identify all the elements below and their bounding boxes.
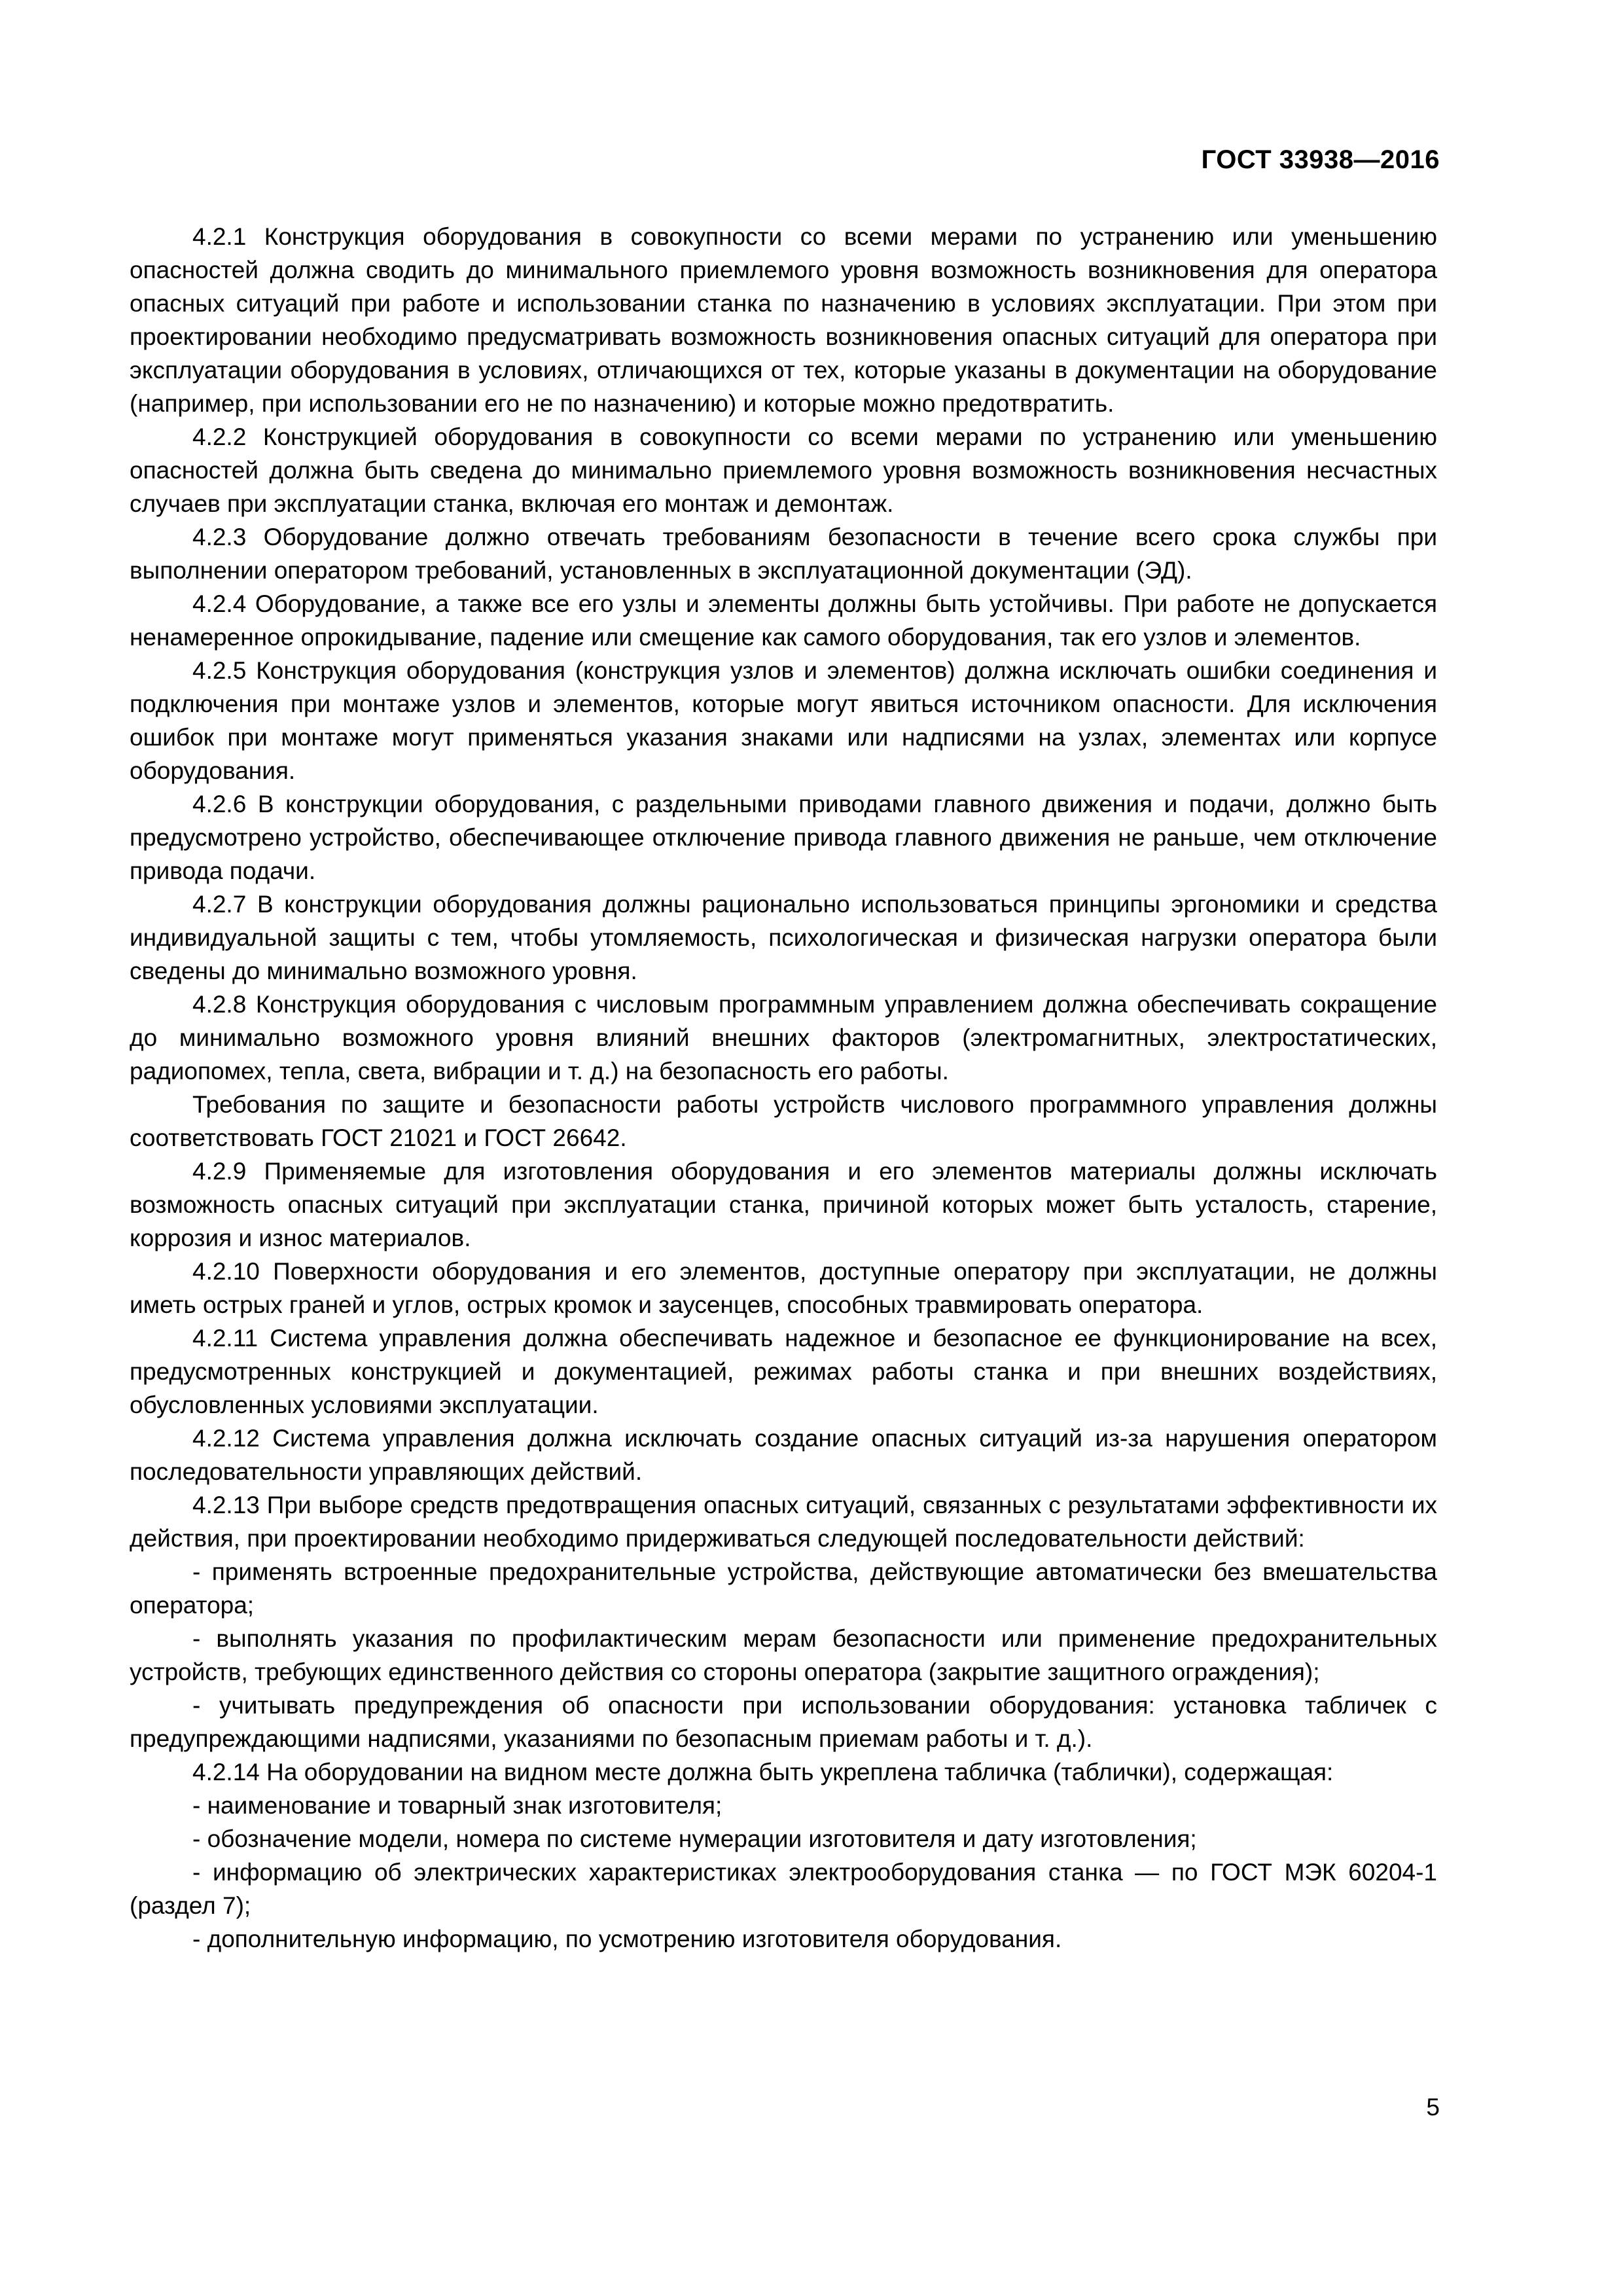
list-item-warnings: - учитывать предупреждения об опасности при использовании оборудования: установка табличек с предупреждающими надписями, указаниями по безопасным приемам работы и т. д.).: [130, 1692, 1437, 1752]
paragraph-4-2-14: 4.2.14 На оборудовании на видном месте должна быть укреплена табличка (таблички), содержащая:: [192, 1759, 1334, 1785]
paragraph-4-2-2: 4.2.2 Конструкцией оборудования в совокупности со всеми мерами по устранению или уменьшению опасностей должна быть сведена до минимально приемлемого уровня возможность возникновения несчастных случаев при эксплуатации станка, включая его монтаж и демонтаж.: [130, 423, 1437, 517]
list-item-electrical-info: - информацию об электрических характеристиках электрооборудования станка — по ГОСТ МЭК 60204-1 (раздел 7);: [130, 1859, 1437, 1919]
paragraph-4-2-13: 4.2.13 При выборе средств предотвращения опасных ситуаций, связанных с результатами эффективности их действия, при проектировании необходимо придерживаться следующей последовательности действий:: [130, 1492, 1437, 1552]
page-number: 5: [1426, 2094, 1440, 2121]
paragraph-4-2-10: 4.2.10 Поверхности оборудования и его элементов, доступные оператору при эксплуатации, не должны иметь острых граней и углов, острых кромок и заусенцев, способных травмировать оператора.: [130, 1258, 1437, 1318]
document-code-header: ГОСТ 33938—2016: [1201, 145, 1440, 174]
list-item-additional-info: - дополнительную информацию, по усмотрению изготовителя оборудования.: [192, 1926, 1062, 1952]
paragraph-4-2-11: 4.2.11 Система управления должна обеспечивать надежное и безопасное ее функционирование на всех, предусмотренных конструкцией и документацией, режимах работы станка и при внешних воздействиях, обусловленных условиями эксплуатации.: [130, 1325, 1437, 1418]
list-item-protective-devices: - применять встроенные предохранительные устройства, действующие автоматически без вмешательства оператора;: [130, 1558, 1437, 1619]
list-item-model-designation: - обозначение модели, номера по системе нумерации изготовителя и дату изготовления;: [192, 1825, 1197, 1852]
paragraph-4-2-6: 4.2.6 В конструкции оборудования, с раздельными приводами главного движения и подачи, должно быть предусмотрено устройство, обеспечивающее отключение привода главного движения не раньше, чем отключение привода подачи.: [130, 791, 1437, 884]
paragraph-4-2-4: 4.2.4 Оборудование, а также все его узлы и элементы должны быть устойчивы. При работе не допускается ненамеренное опрокидывание, падение или смещение как самого оборудования, так его узлов и элементов.: [130, 590, 1437, 651]
paragraph-4-2-8: 4.2.8 Конструкция оборудования с числовым программным управлением должна обеспечивать сокращение до минимально возможного уровня влияний внешних факторов (электромагнитных, электростатических, радиопомех, тепла, света, вибрации и т. д.) на безопасность его работы.: [130, 991, 1437, 1085]
list-item-preventive-measures: - выполнять указания по профилактическим мерам безопасности или применение предохранительных устройств, требующих единственного действия со стороны оператора (закрытие защитного ограждения);: [130, 1625, 1437, 1685]
paragraph-4-2-9: 4.2.9 Применяемые для изготовления оборудования и его элементов материалы должны исключать возможность опасных ситуаций при эксплуатации станка, причиной которых может быть усталость, старение, коррозия и износ материалов.: [130, 1158, 1437, 1251]
paragraph-4-2-12: 4.2.12 Система управления должна исключать создание опасных ситуаций из-за нарушения оператором последовательности управляющих действий.: [130, 1425, 1437, 1485]
paragraph-cnc-requirements: Требования по защите и безопасности работы устройств числового программного управления должны соответствовать ГОСТ 21021 и ГОСТ 26642.: [130, 1091, 1437, 1151]
list-item-manufacturer-name: - наименование и товарный знак изготовителя;: [192, 1792, 722, 1819]
paragraph-4-2-3: 4.2.3 Оборудование должно отвечать требованиям безопасности в течение всего срока службы при выполнении оператором требований, установленных в эксплуатационной документации (ЭД).: [130, 524, 1437, 584]
paragraph-4-2-1: 4.2.1 Конструкция оборудования в совокупности со всеми мерами по устранению или уменьшению опасностей должна сводить до минимального приемлемого уровня возможность возникновения для оператора опасных ситуаций при работе и использовании станка по назначению в условиях эксплуатации. При этом при проектировании необходимо предусматривать возможность возникновения опасных ситуаций для оператора при эксплуатации оборудования в условиях, отличающихся от тех, которые указаны в документации на оборудование (например, при использовании его не по назначению) и которые можно предотвратить.: [130, 223, 1437, 417]
paragraph-4-2-7: 4.2.7 В конструкции оборудования должны рационально использоваться принципы эргономики и средства индивидуальной защиты с тем, чтобы утомляемость, психологическая и физическая нагрузки оператора были сведены до минимально возможного уровня.: [130, 891, 1437, 984]
paragraph-4-2-5: 4.2.5 Конструкция оборудования (конструкция узлов и элементов) должна исключать ошибки соединения и подключения при монтаже узлов и элементов, которые могут явиться источником опасности. Для исключения ошибок при монтаже могут применяться указания знаками или надписями на узлах, элементах или корпусе оборудования.: [130, 657, 1437, 784]
document-body: [130, 220, 1437, 1956]
